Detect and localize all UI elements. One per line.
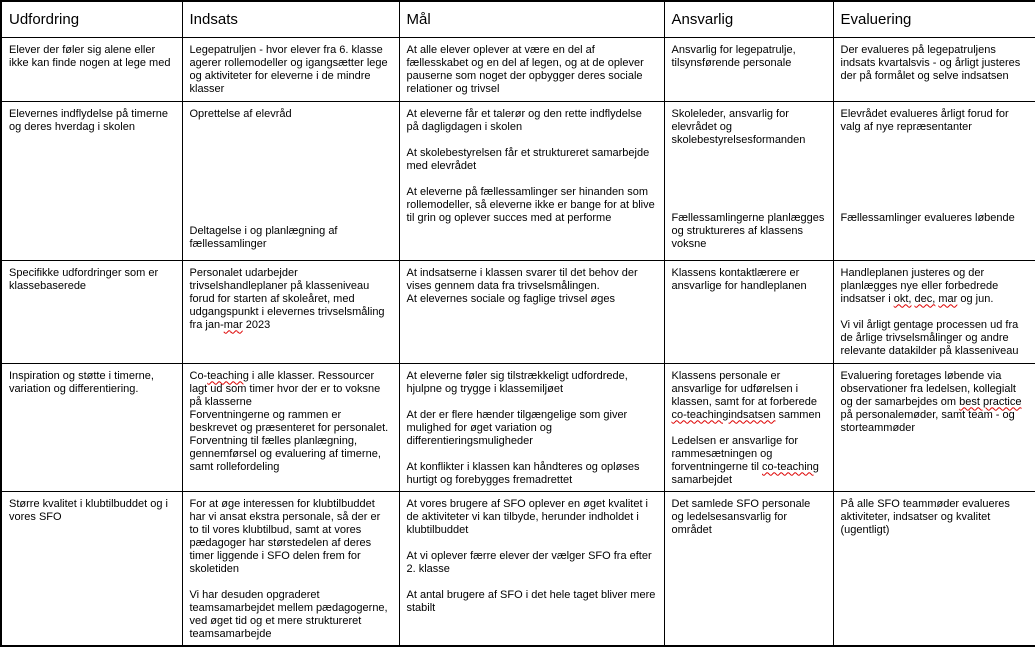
paragraph [190, 121, 391, 134]
cell-r4-ansvarlig [664, 363, 833, 491]
paragraph [672, 147, 825, 160]
text-run: Deltagelse i og planlægning af fællessamlinger [189, 224, 338, 250]
paragraph [407, 409, 656, 448]
misspelled-word: okt, [893, 292, 912, 305]
paragraph [9, 370, 174, 396]
cell-r3-indsats [182, 260, 399, 363]
text-run: Vi vil årligt gentage processen ud fra de årlige trivselsmålinger og andre relevante datakilder på klasseniveau [840, 318, 1019, 357]
text-run: Co- [189, 369, 208, 382]
paragraph [841, 44, 1028, 83]
paragraph [841, 212, 1028, 225]
paragraph [407, 267, 656, 293]
text-run: At vores brugere af SFO oplever en øget kvalitet i de aktiviteter vi kan tilbyde, herunder indholdet i klubtilbuddet [406, 497, 649, 536]
paragraph [407, 173, 656, 186]
misspelled-word: dec, [914, 292, 936, 305]
text-run: Personalet udarbejder trivselshandleplaner på klasseniveau forud for starten af skoleåret, med udgangspunkt i elevernes trivselsmåling fra jan- [189, 266, 385, 331]
paragraph [190, 576, 391, 589]
paragraph [407, 461, 656, 487]
text-run: At indsatserne i klassen svarer til det behov der vises gennem data fra trivselsmålingen. [406, 266, 638, 292]
cell-r1-evaluering [833, 37, 1035, 101]
text-run: 2023 [242, 318, 271, 331]
paragraph [190, 186, 391, 199]
paragraph [9, 108, 174, 134]
cell-r2-maal [399, 101, 664, 260]
text-run: For at øge interessen for klubtilbuddet har vi ansat ekstra personale, så der er to til vores klubtilbud, samt at vores pædagoger har størstedelen af deres timer liggende i SFO delen frem for skoletiden [189, 497, 381, 575]
paragraph [841, 160, 1028, 173]
column-header-udfordring: Udfordring [1, 1, 182, 37]
paragraph [9, 498, 174, 524]
cell-r3-maal [399, 260, 664, 363]
cell-r5-udfordring [1, 491, 182, 646]
paragraph [190, 108, 391, 121]
text-run: At eleverne på fællessamlinger ser hinanden som rollemodeller, så eleverne ikke er bange for at blive til grin og oplever succes med at performe [406, 185, 655, 224]
misspelled-word: mar [223, 318, 243, 331]
paragraph [672, 108, 825, 147]
paragraph [407, 448, 656, 461]
text-run: Ledelsen er ansvarlige for rammesætningen og forventningerne til [671, 434, 799, 473]
paragraph [190, 147, 391, 160]
paragraph [190, 225, 391, 251]
paragraph [672, 199, 825, 212]
table-row-co-teaching [1, 363, 1035, 491]
column-header-evaluering: Evaluering [833, 1, 1035, 37]
paragraph [190, 44, 391, 96]
paragraph [190, 134, 391, 147]
misspelled-word: co-teaching [762, 460, 819, 473]
paragraph [190, 173, 391, 186]
text-run: Elever der føler sig alene eller ikke kan finde nogen at lege med [9, 43, 171, 69]
text-run: At eleverne føler sig tilstrækkeligt udfordrede, hjulpne og trygge i klassemiljøet [406, 369, 628, 395]
cell-r5-indsats [182, 491, 399, 646]
text-run: Specifikke udfordringer som er klassebaserede [9, 266, 159, 292]
paragraph [841, 173, 1028, 186]
text-run: Oprettelse af elevråd [189, 107, 292, 120]
paragraph [190, 212, 391, 225]
paragraph [190, 409, 391, 474]
misspelled-word: best practice [959, 395, 1022, 408]
paragraph [841, 498, 1028, 537]
cell-r4-evaluering [833, 363, 1035, 491]
text-run: Større kvalitet i klubtilbuddet og i vores SFO [9, 497, 168, 523]
paragraph [407, 186, 656, 225]
paragraph [672, 370, 825, 422]
paragraph [407, 576, 656, 589]
paragraph [672, 186, 825, 199]
cell-r3-evaluering [833, 260, 1035, 363]
cell-r1-ansvarlig [664, 37, 833, 101]
column-header-ansvarlig: Ansvarlig [664, 1, 833, 37]
text-run: Forventningerne og rammen er beskrevet og præsenteret for personalet. Forventning til fælles planlægning, gennemførsel og evaluering af timerne, samt rollefordeling [189, 408, 389, 473]
table-row-elevindflydelse [1, 101, 1035, 260]
text-run: på personalemøder, samt team - og storteammøder [840, 408, 1015, 434]
cell-r2-ansvarlig [664, 101, 833, 260]
text-run: At der er flere hænder tilgængelige som giver mulighed for øget variation og differentieringsmuligheder [406, 408, 628, 447]
cell-r1-udfordring [1, 37, 182, 101]
paragraph [672, 435, 825, 487]
text-run: Skoleleder, ansvarlig for elevrådet og skolebestyrelsesformanden [671, 107, 806, 146]
text-run: Der evalueres på legepatruljens indsats kvartalsvis - og årligt justeres der på formålet og selve indsatsen [840, 43, 1021, 82]
text-run: Det samlede SFO personale og ledelsesansvarlig for området [671, 497, 811, 536]
table-row-legepatrulje [1, 37, 1035, 101]
cell-r5-ansvarlig [664, 491, 833, 646]
cell-r1-maal [399, 37, 664, 101]
cell-r1-indsats [182, 37, 399, 101]
text-run: At skolebestyrelsen får et struktureret samarbejde med elevrådet [406, 146, 650, 172]
text-run: At eleverne får et talerør og den rette indflydelse på dagligdagen i skolen [406, 107, 642, 133]
cell-r2-indsats [182, 101, 399, 260]
paragraph [190, 498, 391, 576]
paragraph [190, 160, 391, 173]
paragraph [672, 44, 825, 70]
text-run: Legepatruljen - hvor elever fra 6. klasse agerer rollemodeller og igangsætter lege og aktiviteter for eleverne i de mindre klasser [189, 43, 388, 95]
text-run: Vi har desuden opgraderet teamsamarbejdet mellem pædagogerne, ved øget tid og et mere struktureret teamsamarbejde [189, 588, 388, 640]
cell-r4-maal [399, 363, 664, 491]
paragraph [672, 173, 825, 186]
paragraph [672, 422, 825, 435]
table-row-klassebaserede [1, 260, 1035, 363]
text-run: og jun. [957, 292, 994, 305]
table-row-sfo-klub [1, 491, 1035, 646]
paragraph [407, 147, 656, 173]
paragraph [841, 267, 1028, 306]
text-run: samarbejdet [671, 473, 733, 486]
paragraph [407, 108, 656, 134]
cell-r5-maal [399, 491, 664, 646]
paragraph [841, 306, 1028, 319]
paragraph [407, 134, 656, 147]
paragraph [672, 498, 825, 537]
paragraph [841, 199, 1028, 212]
cell-r2-udfordring [1, 101, 182, 260]
text-run: Klassens kontaktlærere er ansvarlige for handleplanen [671, 266, 807, 292]
text-run: Klassens personale er ansvarlige for udførelsen i klassen, samt for at forberede [671, 369, 818, 408]
paragraph [407, 550, 656, 576]
text-run: Handleplanen justeres og der planlægges nye eller forbedrede indsatser i [840, 266, 999, 305]
misspelled-word: co-teachingindsatsen [671, 408, 776, 421]
text-run: At vi oplever færre elever der vælger SFO fra efter 2. klasse [406, 549, 652, 575]
text-run: sammen [775, 408, 821, 421]
text-run: Elevernes indflydelse på timerne og deres hverdag i skolen [9, 107, 168, 133]
paragraph [407, 44, 656, 96]
text-run: Elevrådet evalueres årligt forud for valg af nye repræsentanter [840, 107, 1009, 133]
paragraph [841, 319, 1028, 358]
paragraph [841, 370, 1028, 435]
paragraph [9, 267, 174, 293]
cell-r5-evaluering [833, 491, 1035, 646]
misspelled-word: teaching [207, 369, 249, 382]
column-header-maal: Mål [399, 1, 664, 37]
text-run: At alle elever oplever at være en del af fællesskabet og en del af legen, og at de oplever pauserne som noget der opbygger deres sociale relationer og trivsel [406, 43, 644, 95]
text-run: Ansvarlig for legepatrulje, tilsynsførende personale [671, 43, 796, 69]
paragraph [407, 537, 656, 550]
paragraph [407, 293, 656, 306]
text-run: Fællessamlinger evalueres løbende [840, 211, 1015, 224]
misspelled-word: mar [938, 292, 958, 305]
cell-r2-evaluering [833, 101, 1035, 260]
paragraph [407, 589, 656, 615]
text-run: i alle klasser. Ressourcer lagt ud som timer hvor der er to voksne på klasserne [189, 369, 381, 408]
paragraph [190, 370, 391, 409]
text-run: Fællessamlingerne planlægges og struktureres af klassens voksne [671, 211, 825, 250]
text-run: At elevernes sociale og faglige trivsel øges [406, 292, 615, 305]
paragraph [841, 186, 1028, 199]
paragraph [190, 589, 391, 641]
paragraph [672, 160, 825, 173]
paragraph [841, 108, 1028, 134]
cell-r4-indsats [182, 363, 399, 491]
paragraph [407, 498, 656, 537]
paragraph [841, 134, 1028, 147]
text-run: På alle SFO teammøder evalueres aktiviteter, indsatser og kvalitet (ugentligt) [840, 497, 1010, 536]
paragraph [672, 212, 825, 251]
text-run: Evaluering foretages løbende via observationer fra ledelsen, kollegialt og der samarbejdes om [840, 369, 1016, 408]
cell-r3-udfordring [1, 260, 182, 363]
paragraph [190, 199, 391, 212]
text-run: At konflikter i klassen kan håndteres og opløses hurtigt og forebygges fremadrettet [406, 460, 640, 486]
text-run: Inspiration og støtte i timerne, variation og differentiering. [9, 369, 154, 395]
column-header-indsats: Indsats [182, 1, 399, 37]
header-row [1, 1, 1035, 37]
paragraph [190, 267, 391, 332]
cell-r3-ansvarlig [664, 260, 833, 363]
paragraph [407, 370, 656, 396]
cell-r4-udfordring [1, 363, 182, 491]
paragraph [407, 396, 656, 409]
text-run: At antal brugere af SFO i det hele taget bliver mere stabilt [406, 588, 656, 614]
paragraph [9, 44, 174, 70]
paragraph [672, 267, 825, 293]
paragraph [841, 147, 1028, 160]
